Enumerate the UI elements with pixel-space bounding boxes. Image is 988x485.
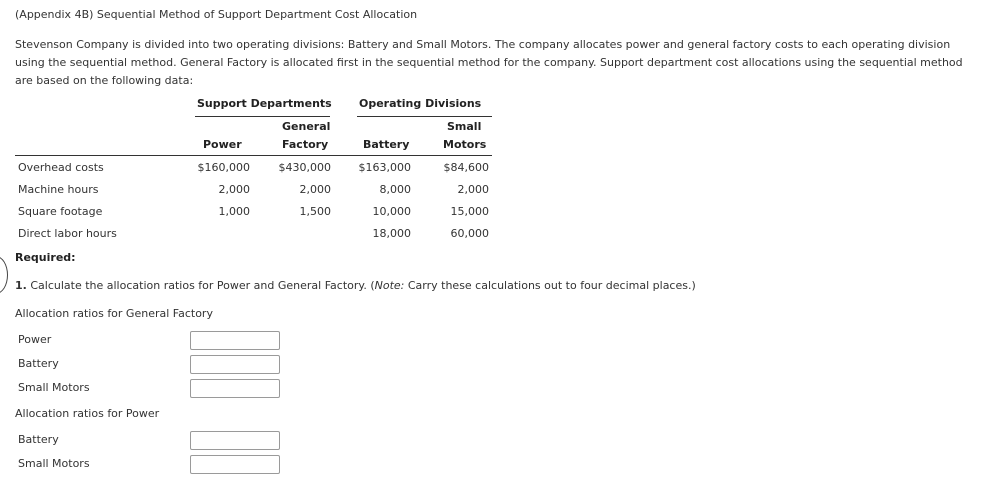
- header-support-departments: Support Departments: [197, 97, 332, 110]
- cell-labor-small: 60,000: [450, 227, 489, 240]
- col-general-line1: General: [282, 120, 331, 133]
- question-marker-arc: [0, 256, 8, 294]
- question-number: 1.: [15, 279, 27, 292]
- cell-square-power: 1,000: [218, 205, 250, 218]
- required-heading: Required:: [15, 251, 76, 264]
- rule-support: [195, 116, 330, 117]
- question-1: [15, 279, 696, 292]
- rule-table-header: [15, 155, 492, 156]
- header-operating-divisions: Operating Divisions: [359, 97, 482, 110]
- gf-power-input[interactable]: [190, 331, 280, 350]
- gf-small-motors-input[interactable]: [190, 379, 280, 398]
- cell-machine-battery: 8,000: [379, 183, 411, 196]
- gf-power-label: Power: [18, 333, 52, 346]
- col-general-line2: Factory: [282, 138, 329, 151]
- gf-battery-label: Battery: [18, 357, 59, 370]
- question-text: Calculate the allocation ratios for Power and General Factory. (: [30, 279, 375, 292]
- pw-small-motors-input[interactable]: [190, 455, 280, 474]
- cell-square-general: 1,500: [299, 205, 331, 218]
- question-note-label: Note:: [374, 279, 405, 292]
- col-small-line1: Small: [447, 120, 482, 133]
- pw-small-motors-label: Small Motors: [18, 457, 90, 470]
- cell-machine-small: 2,000: [457, 183, 489, 196]
- cell-machine-general: 2,000: [299, 183, 331, 196]
- col-battery: Battery: [363, 138, 410, 151]
- cell-square-battery: 10,000: [372, 205, 411, 218]
- cell-labor-battery: 18,000: [372, 227, 411, 240]
- power-ratios-heading: Allocation ratios for Power: [15, 407, 160, 420]
- cell-overhead-battery: $163,000: [358, 161, 411, 174]
- pw-battery-label: Battery: [18, 433, 59, 446]
- row-label-machine-hours: Machine hours: [18, 183, 99, 196]
- rule-operating: [357, 116, 492, 117]
- intro-paragraph: Stevenson Company is divided into two operating divisions: Battery and Small Motors. The company allocates power and general factory costs to each operating division using the sequential method. General Factory is allocated first in the sequential method for the company. Support department cost allocations using the sequential method are based on the following data:: [15, 38, 963, 87]
- col-small-line2: Motors: [443, 138, 487, 151]
- general-factory-ratios-heading: Allocation ratios for General Factory: [15, 307, 213, 320]
- cell-overhead-general: $430,000: [278, 161, 331, 174]
- page-title: (Appendix 4B) Sequential Method of Support Department Cost Allocation: [15, 8, 418, 21]
- row-label-square-footage: Square footage: [18, 205, 103, 218]
- cell-overhead-power: $160,000: [197, 161, 250, 174]
- cell-square-small: 15,000: [450, 205, 489, 218]
- pw-battery-input[interactable]: [190, 431, 280, 450]
- cell-machine-power: 2,000: [218, 183, 250, 196]
- question-note-text: Carry these calculations out to four decimal places.): [404, 279, 696, 292]
- row-label-direct-labor: Direct labor hours: [18, 227, 117, 240]
- gf-battery-input[interactable]: [190, 355, 280, 374]
- col-power: Power: [203, 138, 242, 151]
- gf-small-motors-label: Small Motors: [18, 381, 90, 394]
- cell-overhead-small: $84,600: [443, 161, 489, 174]
- row-label-overhead: Overhead costs: [18, 161, 104, 174]
